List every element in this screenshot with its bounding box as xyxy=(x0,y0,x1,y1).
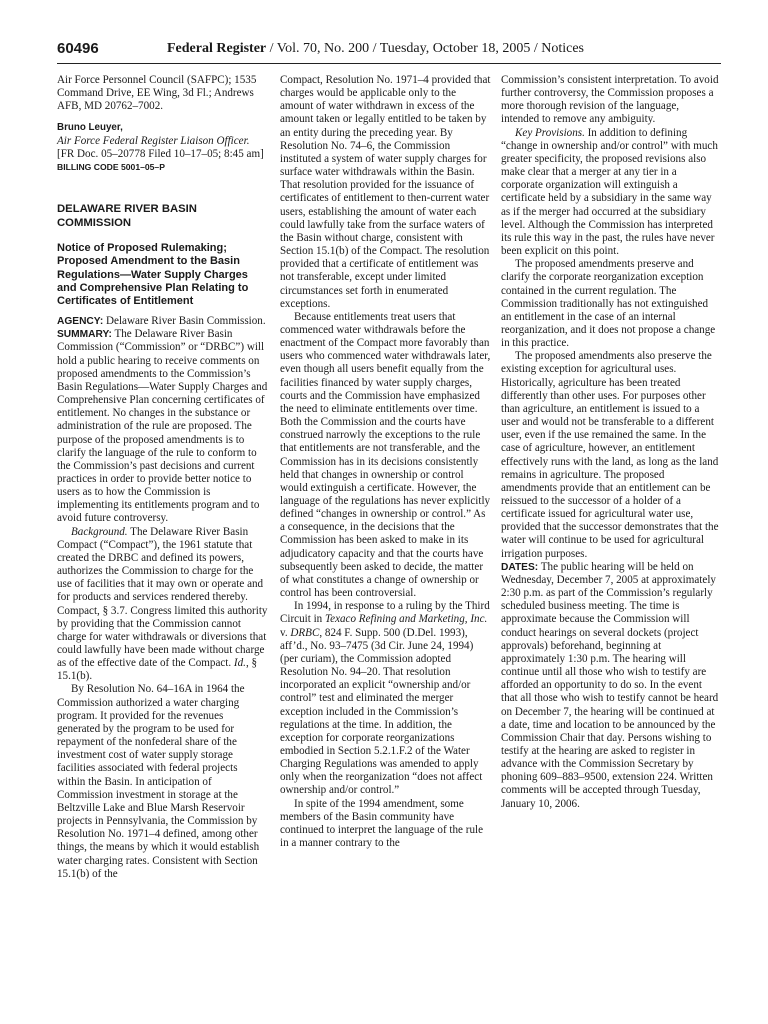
key-provisions-label: Key Provisions. xyxy=(515,126,585,139)
agency-label: AGENCY: xyxy=(57,316,104,328)
col2-para-1: Compact, Resolution No. 1971–4 provided that charges would be applicable only to the amount of water withdrawn in excess of the amount taken or legally entitled to be taken by an entity during the preceding year. By Resolution No. 74–6, the Commission instituted a system of water supply charges for surface water withdrawals within the Basin. That resolution provided for the issuance of certificates of entitlement to then-current water users, establishing the amount of water each could lawfully take from the surface waters of the Basin without charge, consistent with Section 15.1(b) of the Compact. The resolution provided that a certificate of entitlement was not transferable, except under limited circumstances set forth in enumerated exceptions. xyxy=(280,74,491,310)
header-rule xyxy=(57,63,721,64)
case-versus: v. xyxy=(280,626,291,639)
key-provisions-text: In addition to defining “change in ownership and/or control” with much greater specificity, the proposed revisions also make clear that a merger at any tier in a corporate organization will extinguish a certificate held by a subsidiary in the same way as if the merger had occurred at the subsidiary level. Although the Commission has interpreted its rule this way in the past, the rules have never been explicit on this point. xyxy=(501,126,718,258)
page-header xyxy=(57,38,721,64)
column-2 xyxy=(280,74,491,850)
fr-doc-line: [FR Doc. 05–20778 Filed 10–17–05; 8:45 am] xyxy=(57,147,264,160)
journal-name: Federal Register xyxy=(167,41,267,56)
dates-para xyxy=(501,561,719,811)
col3-para-3: The proposed amendments preserve and clarify the corporate reorganization exception contained in the current regulation. The Commission traditionally has not extinguished an entitlement in the case of an internal reorganization, and it does not propose a change in this practice. xyxy=(501,258,716,350)
summary-text: The Delaware River Basin Commission (“Commission” or “DRBC”) will hold a public hearing to receive comments on proposed amendments to the Commission’s Basin Regulations—Water Supply Charges and Comprehensive Plan concerning certificates of entitlement. No changes in the substance or administration of the rule are proposed. The purpose of the proposed amendments is to clarify the language of the rule to conform to the Commission’s past decisions and current practices in order to provide better notice to users as to how the Commission is implementing its entitlements program and to avoid future controversy. xyxy=(57,328,268,525)
agency-text: Delaware River Basin Commission. xyxy=(103,315,266,328)
summary-para xyxy=(57,328,268,525)
signer-name: Bruno Leuyer, xyxy=(57,122,123,134)
background-id: Id. xyxy=(233,657,246,670)
col2-para-3-start: In 1994, in response to a ruling by the Third Circuit in xyxy=(280,600,490,626)
page-number: 60496 xyxy=(57,40,99,57)
background-para xyxy=(57,526,268,684)
col2-para-2: Because entitlements treat users that commenced water withdrawals before the enactment of the Compact more favorably than users who commenced water withdrawals later, even though all users benefit equally from the facilities financed by water supply charges, courts and the Commission have emphasized the need to eliminate entitlements over time. Both the Commission and the courts have construed narrowly the exceptions to the rule that entitlements are not transferable, and the Commission has in its decisions consistently held that changes in ownership or control would extinguish a certificate. However, the language of the regulations has never explicitly defined “changes in ownership or control.” As a consequence, in the decisions that the Commission has been asked to make in its adjudicatory capacity and that the courts have subsequently been asked to decide, the matter of what constitutes a change of ownership or control has been controversial. xyxy=(280,310,491,600)
col2-para-3-end: , 824 F. Supp. 500 (D.Del. 1993), aff’d., No. 93–7475 (3d Cir. June 24, 1994) (per curiam), the Commission adopted Resolution No. 94–20. That resolution incorporated an explicit “ownership and/or control” test and eliminated the merger exception included in the Commission’s regulations at the time. In addition, the exception for corporate reorganizations embodied in Section 5.2.1.F.2 of the Water Charging Regulations was amended to apply only when the reorganization “does not affect ownership and/or control.” xyxy=(280,626,483,797)
case-party: DRBC xyxy=(290,626,320,639)
col2-para-4: In spite of the 1994 amendment, some members of the Basin community have continued to interpret the language of the rule in a manner contrary to the xyxy=(280,797,484,850)
issue-info: / Vol. 70, No. 200 / Tuesday, October 18, 2005 / Notices xyxy=(266,41,584,56)
billing-code: BILLING CODE 5001–05–P xyxy=(57,161,165,172)
agency-para xyxy=(57,315,268,328)
background-end: , § 15.1(b). xyxy=(57,657,258,683)
notice-title: Notice of Proposed Rulemaking; Proposed Amendment to the Basin Regulations—Water Supply Charges and Comprehensive Plan Relating to Certificates of Entitlement xyxy=(57,242,249,307)
case-name: Texaco Refining and Marketing, Inc. xyxy=(325,613,488,626)
col2-para-3 xyxy=(280,600,491,797)
agency-heading: DELAWARE RIVER BASIN COMMISSION xyxy=(57,203,197,230)
signer-title: Air Force Federal Register Liaison Officer. xyxy=(57,134,250,147)
col3-para-1: Commission’s consistent interpretation. To avoid further controversy, the Commission proposes a more thorough revision of the language, intended to remove any ambiguity. xyxy=(501,74,719,126)
background-label: Background. xyxy=(71,525,128,538)
column-3 xyxy=(501,74,719,811)
address: Air Force Personnel Council (SAFPC); 1535 Command Drive, EE Wing, 3d Fl.; Andrews AFB, MD 20762–7002. xyxy=(57,74,257,113)
resolution-para: By Resolution No. 64–16A in 1964 the Commission authorized a water charging program. It provided for the revenues generated by the program to be used for repayment of the nonfederal share of the investment cost of water supply storage facilities associated with federal projects within the Basin. In anticipation of Commission investment in storage at the Beltzville Lake and Blue Marsh Reservoir projects in Pennsylvania, the Commission by Resolution No. 1971–4 defined, among other things, the means by which it would establish water charging rates. Consistent with Section 15.1(b) of the xyxy=(57,683,260,880)
column-1 xyxy=(57,74,268,881)
journal-line xyxy=(167,38,584,60)
dates-label: DATES: xyxy=(501,561,539,573)
col3-para-4: The proposed amendments also preserve the existing exception for agricultural uses. Historically, agriculture has been treated differently than other uses. For purposes other than agriculture, an entitlement is issued to a user and would not be transferable to a different user, even if the use remained the same. In the case of agriculture, however, an entitlement effectively runs with the land, as long as the land remains in agriculture. The proposed amendments provide that an entitlement can be reissued to the successor of a holder of a certificate issued for agricultural water use, provided that the successor demonstrates that the water will continue to be used for agricultural irrigation purposes. xyxy=(501,350,719,560)
summary-label: SUMMARY: xyxy=(57,329,112,341)
background-text: The Delaware River Basin Compact (“Compact”), the 1961 statute that created the DRBC and defined its powers, authorizes the Commission to charge for the use of facilities that it may own or operate and for products and services rendered thereby. Compact, § 3.7. Congress limited this authority by providing that the Commission cannot charge for water withdrawals or diversions that could lawfully have been made without charge as of the effective date of the Compact. xyxy=(57,525,268,670)
dates-text: The public hearing will be held on Wednesday, December 7, 2005 at approximately 2:30 p.m. as part of the Commission’s regularly scheduled business meeting. The time is approximate because the Commission will conduct hearings on several dockets (project approvals) beforehand, beginning at approximately 1:30 p.m. The hearing will continue until all those who wish to testify are afforded an opportunity to do so. In the event that all those who wish to testify cannot be heard on December 7, the hearing will be continued at a date, time and location to be announced by the Commission Chair that day. Persons wishing to testify at the hearing are asked to register in advance with the Commission Secretary by phoning 609–883–9500, extension 224. Written comments will be accepted through Tuesday, January 10, 2006. xyxy=(501,560,719,810)
key-provisions-para xyxy=(501,127,719,259)
